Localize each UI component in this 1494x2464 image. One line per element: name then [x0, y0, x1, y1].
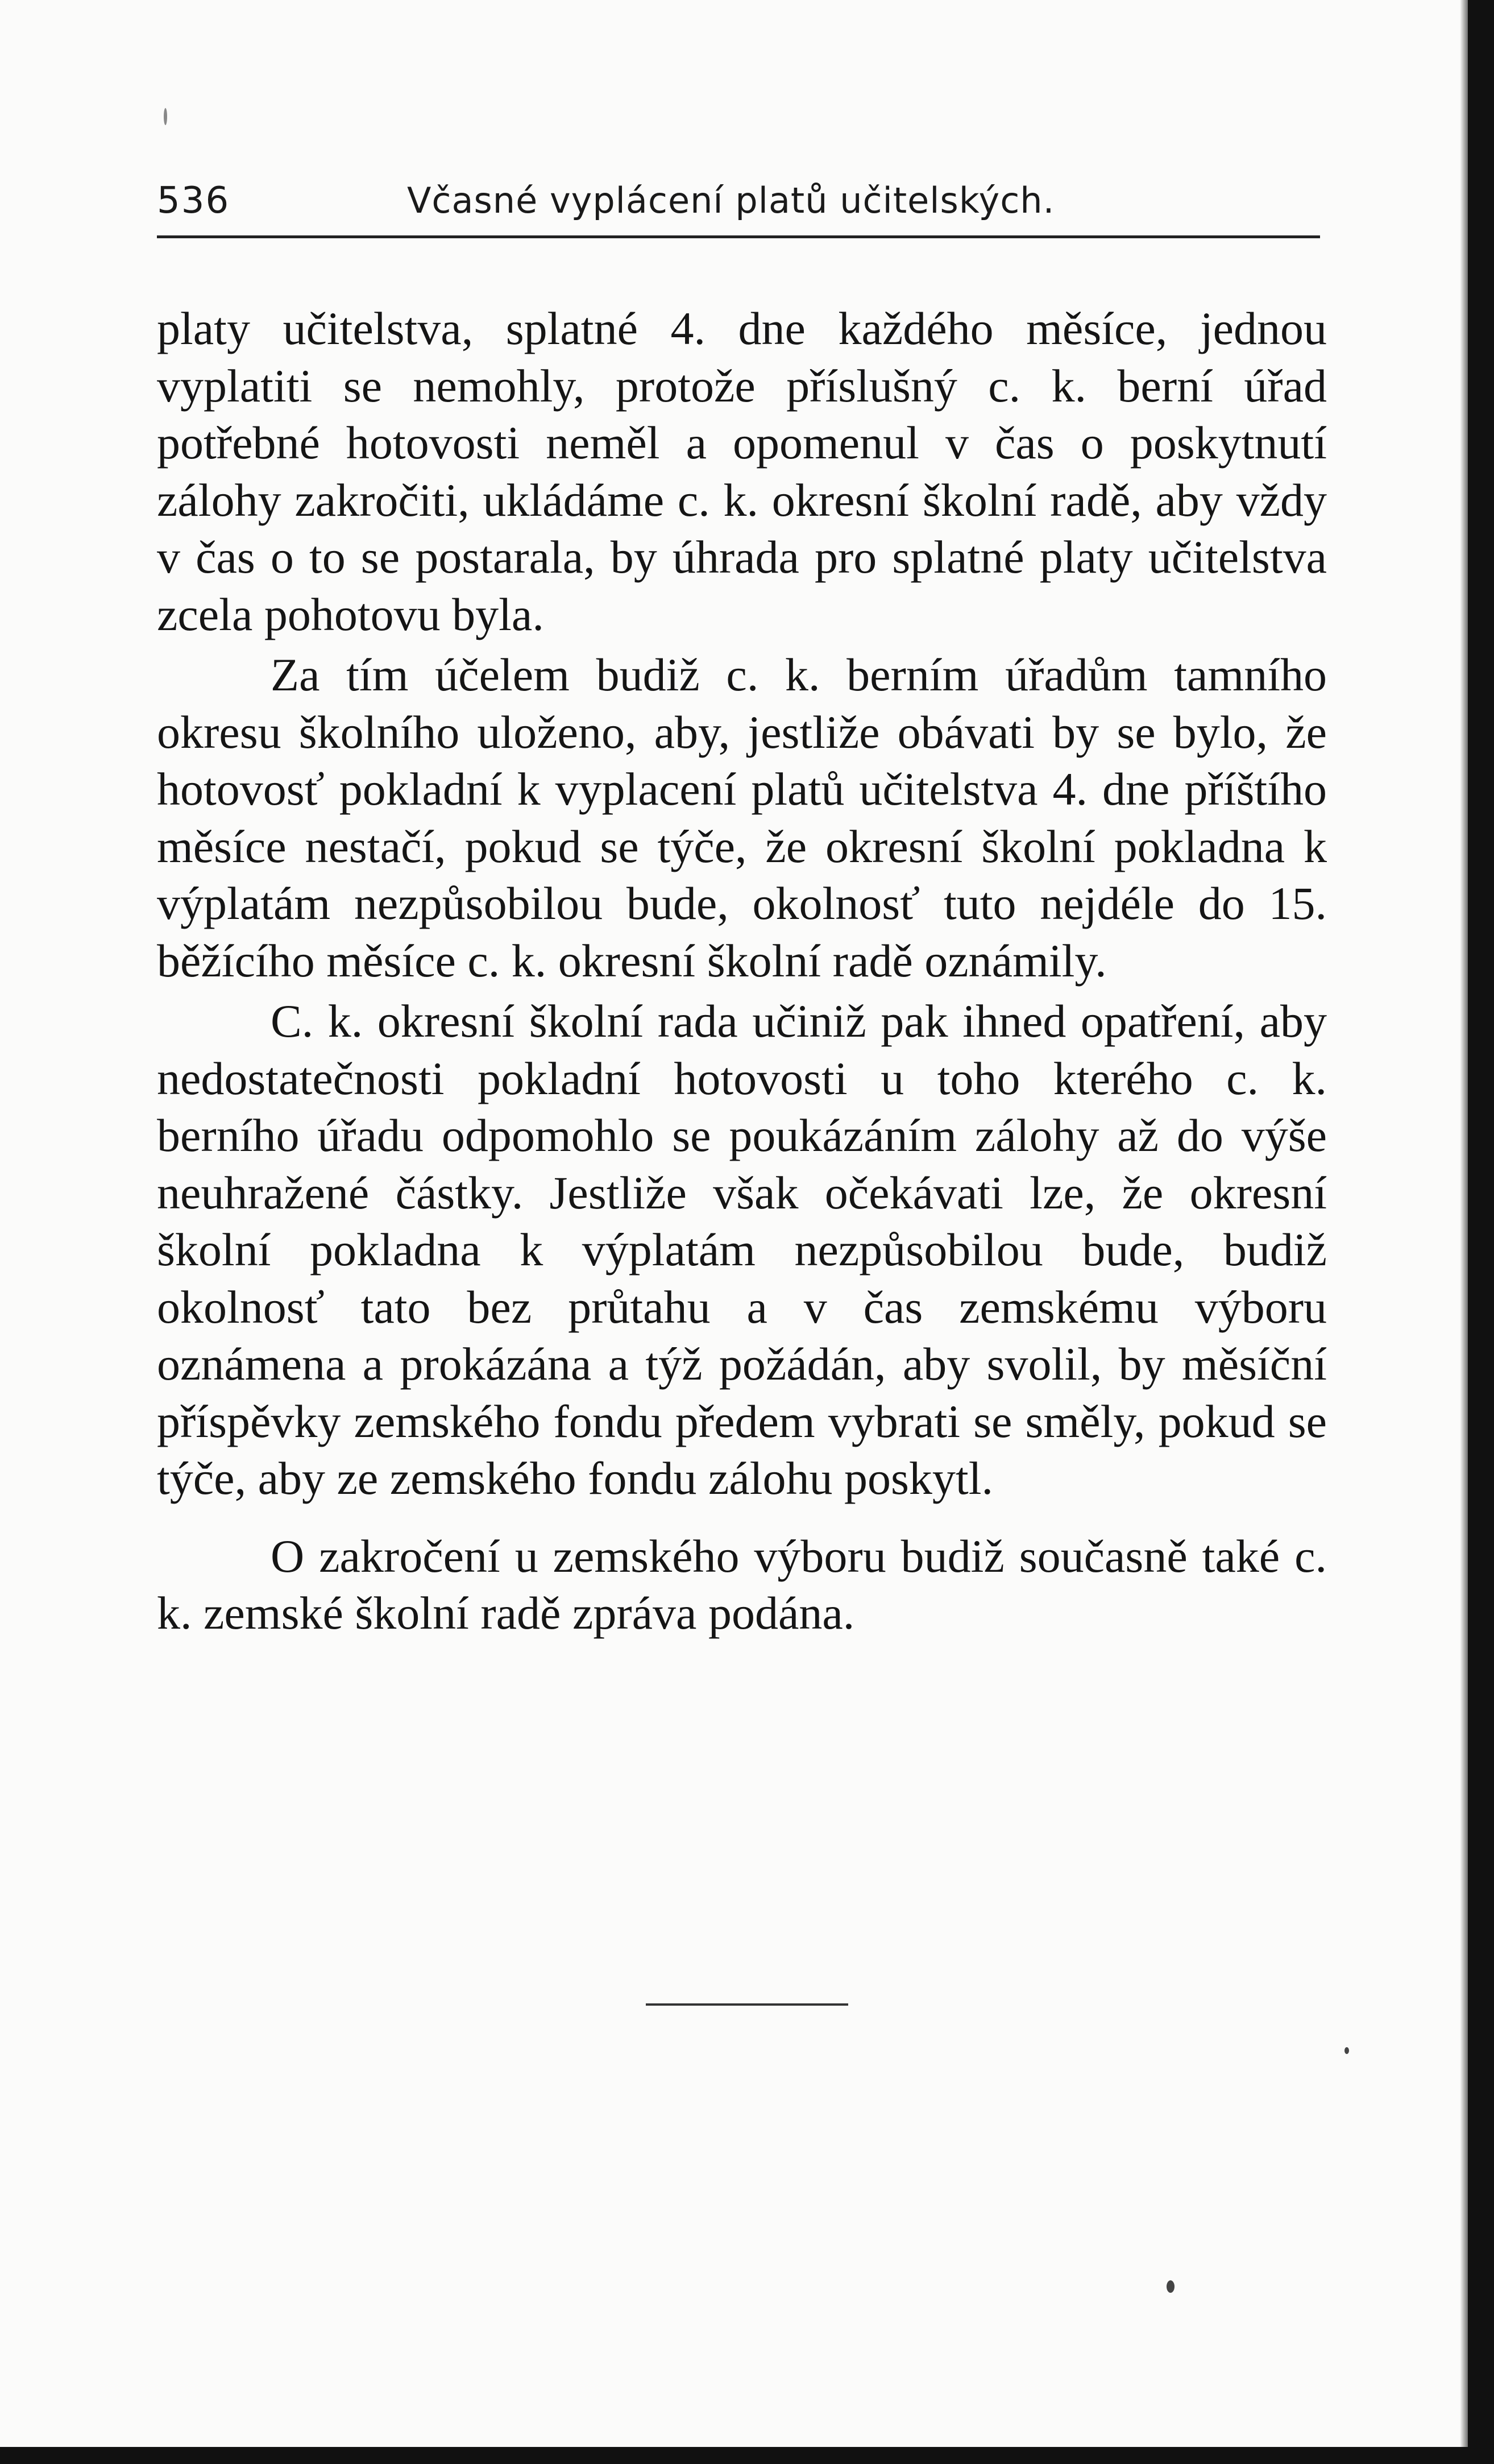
paragraph: C. k. okresní školní rada učiniž pak ihned opatření, aby nedostatečnosti pokladní hotovosti u toho kterého c. k. berního úřadu odpomohlo se poukázáním zálohy až do výše neuhražené částky. Jestliže však očekávati lze, že okresní školní pokladna k výplatám nezpůsobilou bude, budiž okolnosť tato bez průtahu a v čas zemskému výboru oznámena a prokázána a týž požádán, aby svolil, by měsíční příspěvky zemského fondu předem vybrati se směly, pokud se týče, aby ze zemského fondu zálohu poskytl.	[157, 995, 1327, 1504]
scan-speck	[164, 108, 167, 125]
body-text	[157, 300, 1327, 1642]
running-title: Včasné vyplácení platů učitelských.	[407, 180, 1055, 221]
paragraph: O zakročení u zemského výboru budiž současně také c. k. zemské školní radě zpráva podána.	[157, 1530, 1327, 1639]
paragraph: Za tím účelem budiž c. k. berním úřadům tamního okresu školního uloženo, aby, jestliže obávati by se bylo, že hotovosť pokladní k vyplacení platů učitelstva 4. dne příštího měsíce nestačí, pokud se týče, že okresní školní pokladna k výplatám nezpůsobilou bude, okolnosť tuto nejdéle do 15. běžícího měsíce c. k. okresní školní radě oznámily.	[157, 649, 1327, 987]
scan-speck	[1167, 2280, 1175, 2293]
scan-edge-bottom	[0, 2447, 1494, 2464]
scan-speck	[1344, 2047, 1349, 2054]
paragraph-continuation: platy učitelstva, splatné 4. dne každého měsíce, jednou vyplatiti se nemohly, protože příslušný c. k. berní úřad potřebné hotovosti neměl a opomenul v čas o poskytnutí zálohy zakročiti, ukládáme c. k. okresní školní radě, aby vždy v čas o to se postarala, by úhrada pro splatné platy učitelstva zcela pohotovu byla.	[157, 303, 1327, 640]
scan-edge-right	[1468, 0, 1494, 2464]
page-header	[157, 168, 1319, 220]
header-rule	[157, 235, 1320, 238]
section-end-rule	[646, 2003, 848, 2006]
page-number: 536	[157, 180, 230, 222]
